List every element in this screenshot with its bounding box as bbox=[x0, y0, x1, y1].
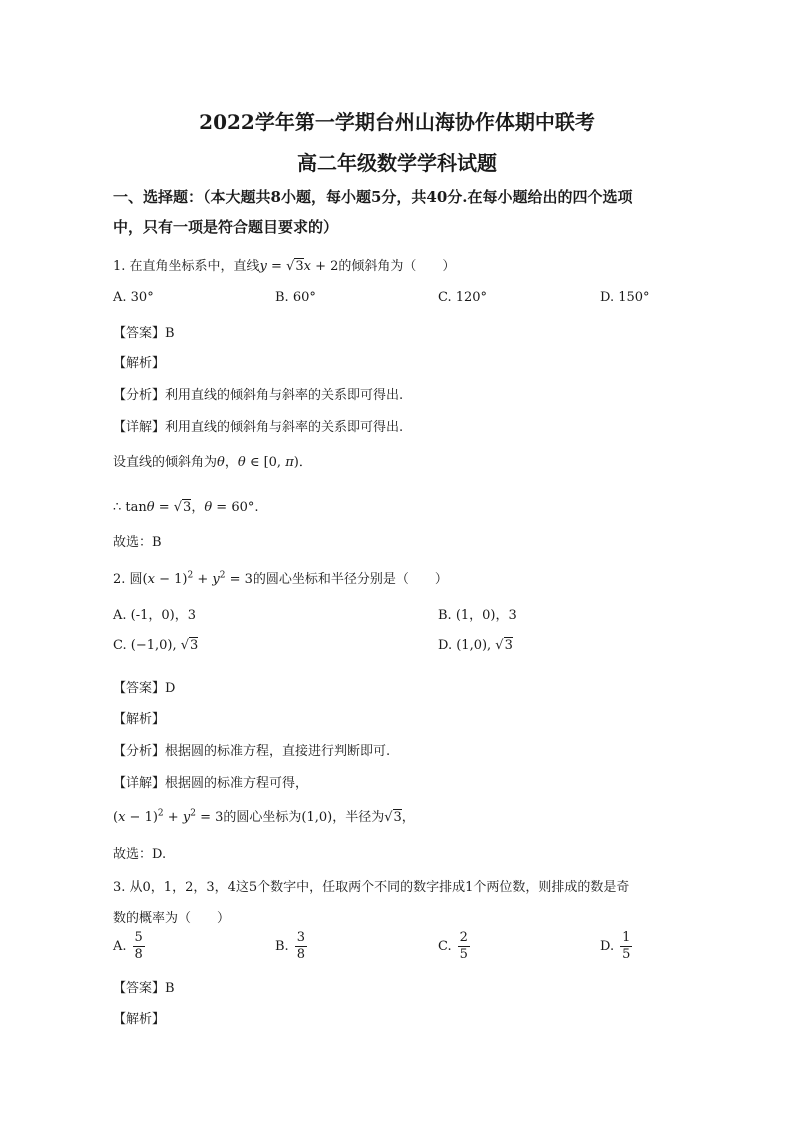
q2-option-d: D. (1,0), √3 bbox=[438, 638, 513, 653]
q1-stem: 1. 在直角坐标系中，直线y = √3x + 2的倾斜角为（ ） bbox=[113, 259, 456, 274]
q1-analysis-title: 【解析】 bbox=[113, 356, 166, 371]
q2-equation: $(x - 1)^2 + y^2 = 3$ bbox=[142, 570, 253, 587]
q1-step1: 设直线的倾斜角为θ，θ ∈ [0, π)． bbox=[113, 455, 312, 470]
section-heading-line2: 中，只有一项是符合题目要求的） bbox=[113, 218, 339, 236]
q3-option-a: A. $\frac{5}{8}$ bbox=[113, 930, 143, 962]
page-title: 2022学年第一学期台州山海协作体期中联考 bbox=[199, 110, 595, 134]
q2-option-b: B. (1，0)，3 bbox=[438, 608, 517, 623]
q2-answer: 【答案】D bbox=[113, 681, 176, 696]
q2-step1: $(x - 1)^2 + y^2 = 3$的圆心坐标为(1,0)，半径为√3， bbox=[113, 808, 415, 825]
q2-option-a: A. (-1，0)，3 bbox=[113, 608, 197, 623]
q1-option-a: A. 30° bbox=[113, 290, 154, 305]
q3-option-b: B. $\frac{3}{8}$ bbox=[275, 930, 305, 962]
q1-option-b: B. 60° bbox=[275, 290, 316, 305]
q2-xiangjie: 【详解】根据圆的标准方程可得， bbox=[113, 776, 309, 791]
page-subtitle: 高二年级数学学科试题 bbox=[297, 151, 497, 175]
q3-stem-line1: 3. 从0，1，2，3，4这5个数字中，任取两个不同的数字排成1个两位数，则排成的数是奇 bbox=[113, 880, 630, 895]
q3-option-c: C. $\frac{2}{5}$ bbox=[438, 930, 468, 962]
q1-conclusion: 故选：B bbox=[113, 535, 162, 550]
q2-analysis-title: 【解析】 bbox=[113, 712, 166, 727]
q1-xiangjie: 【详解】利用直线的倾斜角与斜率的关系即可得出. bbox=[113, 420, 404, 435]
q3-option-d: D. $\frac{1}{5}$ bbox=[600, 930, 631, 962]
q1-equation: y = √3x + 2 bbox=[259, 259, 339, 274]
q1-fenxi: 【分析】利用直线的倾斜角与斜率的关系即可得出. bbox=[113, 388, 404, 403]
q2-conclusion: 故选：D. bbox=[113, 847, 167, 862]
q2-option-c: C. (−1,0), √3 bbox=[113, 638, 199, 653]
q3-answer: 【答案】B bbox=[113, 981, 175, 996]
q2-fenxi: 【分析】根据圆的标准方程，直接进行判断即可. bbox=[113, 744, 391, 759]
q1-option-d: D. 150° bbox=[600, 290, 650, 305]
q3-stem-line2: 数的概率为（ ） bbox=[113, 911, 231, 926]
section-heading-line1: 一、选择题：（本大题共8小题，每小题5分，共40分.在每小题给出的四个选项 bbox=[113, 188, 633, 206]
q1-step2: ∴ tanθ = √3，θ = 60°. bbox=[113, 500, 259, 515]
q1-answer: 【答案】B bbox=[113, 326, 175, 341]
q1-option-c: C. 120° bbox=[438, 290, 488, 305]
q3-analysis-title: 【解析】 bbox=[113, 1012, 166, 1027]
q2-stem: 2. 圆$(x - 1)^2 + y^2 = 3$的圆心坐标和半径分别是（ ） bbox=[113, 570, 448, 587]
